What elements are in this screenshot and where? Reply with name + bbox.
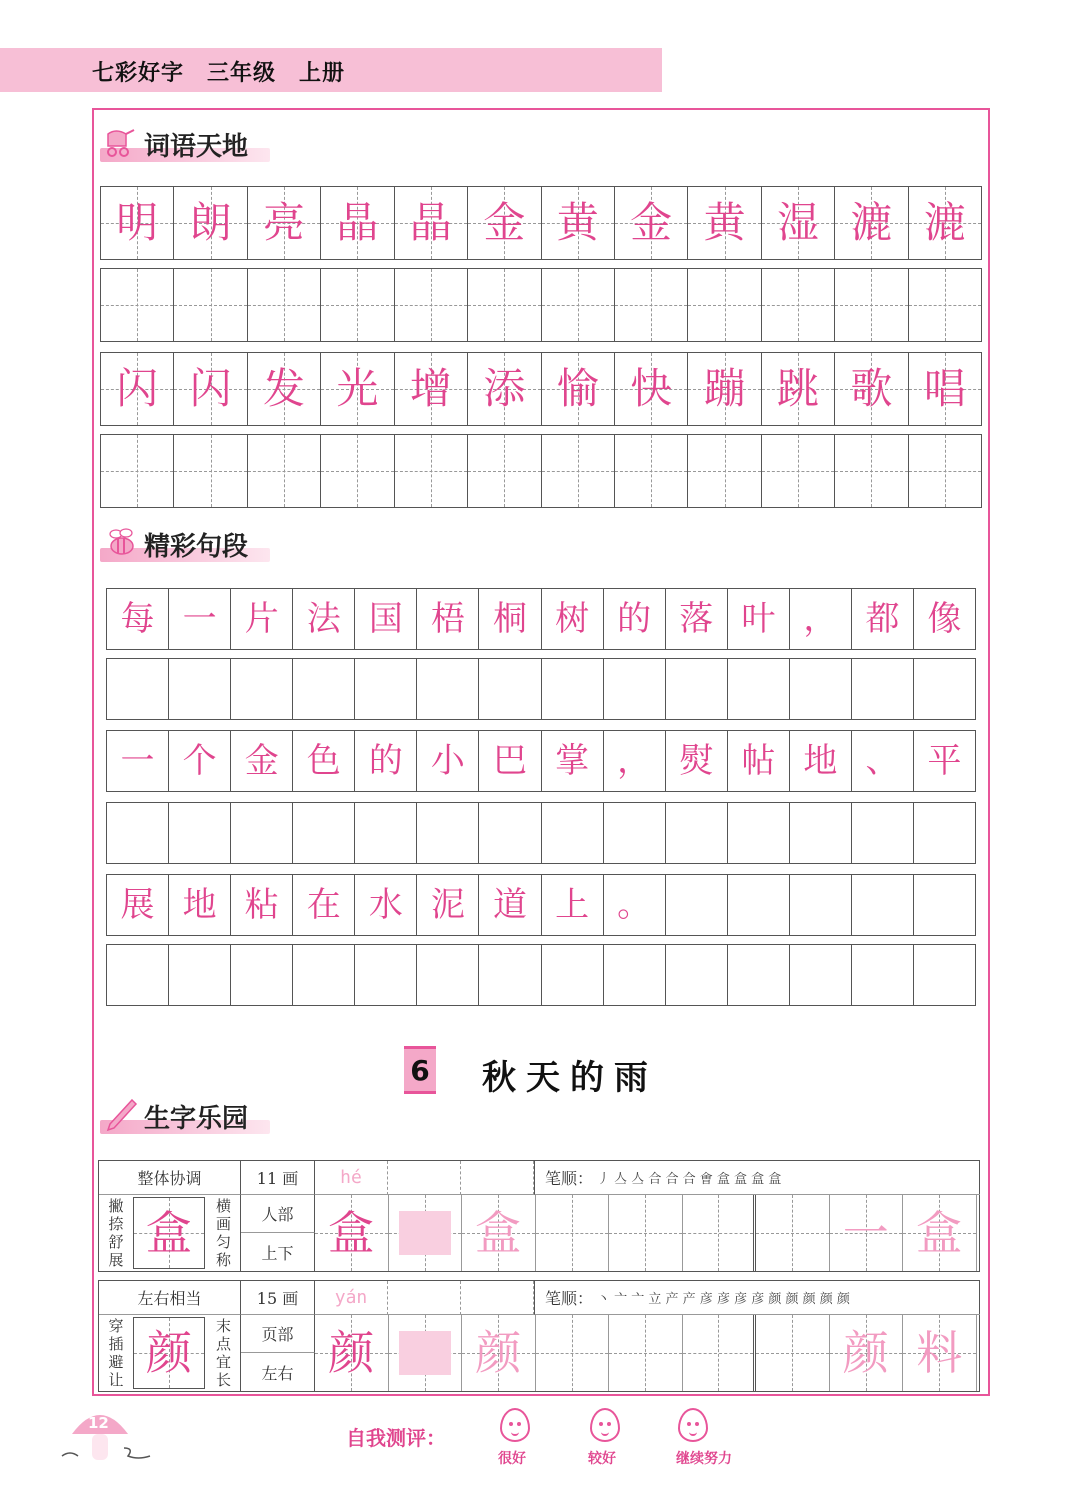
practice-cell[interactable] (417, 803, 479, 863)
tracing-shape (399, 1331, 451, 1375)
practice-cell[interactable] (790, 803, 852, 863)
practice-cell[interactable] (101, 269, 174, 341)
structure: 左右 (241, 1353, 315, 1391)
pinyin-cell[interactable] (461, 1281, 534, 1315)
practice-cell[interactable] (101, 435, 174, 507)
main-char-box (133, 1197, 205, 1269)
rating-label: 较好 (588, 1451, 616, 1467)
practice-cell[interactable] (355, 803, 417, 863)
sentence-row (106, 874, 976, 936)
stroke-order-sequence: 丿 亼 亼 合 合 合 㑹 盒 盒 盒 盒 (597, 1172, 782, 1187)
sentence-cell (417, 589, 479, 649)
practice-cell[interactable] (417, 945, 479, 1005)
section-sentence-header (100, 524, 360, 564)
sentence-cell (355, 589, 417, 649)
character: 水 (368, 885, 403, 925)
pinyin-cell[interactable] (315, 1161, 388, 1195)
character: 国 (368, 599, 403, 639)
practice-cell[interactable] (542, 435, 615, 507)
sentence-cell (355, 731, 417, 791)
word-cell (615, 353, 688, 425)
practice-character: 颜 (475, 1326, 522, 1380)
sentence-cell (107, 875, 169, 935)
practice-cell[interactable] (542, 269, 615, 341)
character: 粘 (244, 885, 279, 925)
practice-cell[interactable] (728, 803, 790, 863)
lesson-number: 6 (404, 1046, 436, 1094)
practice-cell[interactable] (389, 1315, 463, 1391)
character: 在 (306, 885, 341, 925)
pinyin: yán (334, 1287, 368, 1308)
practice-cell[interactable] (479, 659, 541, 719)
character: 一 (120, 741, 155, 781)
pinyin-cell[interactable] (461, 1161, 534, 1195)
practice-cell[interactable] (462, 1315, 536, 1391)
sentence-cell (293, 731, 355, 791)
practice-cell[interactable] (762, 269, 835, 341)
section-newchars-header (100, 1096, 360, 1136)
sentence-cell (169, 731, 231, 791)
character: 朗 (189, 198, 232, 247)
character: 金 (244, 741, 279, 781)
word-cell (101, 353, 174, 425)
sentence-cell (355, 875, 417, 935)
character: 漉 (850, 198, 893, 247)
practice-cell[interactable] (835, 269, 908, 341)
sentence-row (106, 730, 976, 792)
character: 落 (679, 599, 714, 639)
character: 地 (182, 885, 217, 925)
section-title: 精彩句段 (144, 532, 249, 562)
word-cell (395, 187, 468, 259)
practice-cell[interactable] (536, 1195, 610, 1271)
practice-cell[interactable] (604, 803, 666, 863)
sentence-cell (542, 875, 604, 935)
practice-cell[interactable] (174, 269, 247, 341)
word-cell (615, 187, 688, 259)
practice-character: 一 (842, 1206, 889, 1260)
character: 平 (927, 741, 962, 781)
bee-icon (104, 526, 138, 560)
practice-character: 颜 (328, 1326, 375, 1380)
sentence-cell (169, 589, 231, 649)
mushroom-icon (60, 1400, 160, 1470)
character: 片 (244, 599, 279, 639)
practice-cell[interactable] (479, 803, 541, 863)
sentence-row (106, 588, 976, 650)
sentence-cell (852, 589, 914, 649)
practice-character: 盒 (475, 1206, 522, 1260)
character: 、 (865, 741, 900, 781)
self-eval-label: 自我测评： (346, 1426, 446, 1450)
practice-cell[interactable] (914, 945, 975, 1005)
character: 每 (120, 599, 155, 639)
character-study-table (98, 1280, 980, 1392)
practice-cell[interactable] (909, 269, 981, 341)
right-tip (207, 1315, 241, 1391)
character: 桐 (493, 599, 527, 639)
word-cell (395, 353, 468, 425)
left-tip (99, 1315, 133, 1391)
sentence-practice-row (106, 944, 976, 1006)
sentence-cell (604, 731, 666, 791)
word-practice-row (100, 434, 982, 508)
practice-cell[interactable] (830, 1315, 904, 1391)
character: 蹦 (703, 364, 746, 413)
word-cell (762, 353, 835, 425)
practice-cell[interactable] (666, 803, 728, 863)
left-tip-text: 撇捺舒展 (108, 1197, 124, 1269)
right-tip-text: 横画匀称 (215, 1197, 231, 1269)
character: 道 (493, 885, 527, 925)
character: 黄 (703, 198, 746, 247)
practice-cell[interactable] (174, 435, 247, 507)
character: 明 (116, 198, 159, 247)
practice-cell[interactable] (542, 803, 604, 863)
practice-cell[interactable] (666, 659, 728, 719)
section-words-header (100, 124, 360, 164)
practice-character: 颜 (842, 1326, 889, 1380)
practice-cell[interactable] (107, 803, 169, 863)
practice-cell[interactable] (395, 435, 468, 507)
character: 色 (306, 741, 341, 781)
word-cell (909, 187, 981, 259)
practice-cell[interactable] (790, 945, 852, 1005)
sentence-cell (790, 731, 852, 791)
stroke-count: 15 画 (241, 1281, 315, 1315)
sentence-cell (231, 589, 293, 649)
character: 的 (368, 741, 403, 781)
word-cell (688, 353, 761, 425)
word-cell (101, 187, 174, 259)
character: 亮 (263, 198, 306, 247)
practice-cell[interactable] (852, 803, 914, 863)
character: 晶 (409, 198, 452, 247)
word-cell (468, 353, 541, 425)
word-cell (909, 353, 981, 425)
character: 光 (336, 364, 379, 413)
feature-label: 左右相当 (99, 1281, 241, 1315)
main-char-box (133, 1317, 205, 1389)
character: 唱 (923, 364, 966, 413)
main-character: 颜 (146, 1326, 192, 1380)
practice-cell[interactable] (666, 945, 728, 1005)
sentence-cell (542, 589, 604, 649)
stroke-order (534, 1281, 980, 1315)
practice-cell[interactable] (231, 945, 293, 1005)
pinyin: hé (340, 1167, 362, 1188)
practice-cell[interactable] (604, 659, 666, 719)
stroke-order-label: 笔顺： (545, 1169, 594, 1188)
character: 增 (409, 364, 452, 413)
character: 跳 (777, 364, 820, 413)
sentence-cell (666, 875, 728, 935)
word-cell (835, 187, 908, 259)
practice-cell[interactable] (683, 1315, 757, 1391)
practice-cell[interactable] (293, 659, 355, 719)
practice-cell[interactable] (389, 1195, 463, 1271)
sentence-cell (852, 731, 914, 791)
practice-character: 盒 (328, 1206, 375, 1260)
character: 。 (617, 885, 652, 925)
character: 黄 (556, 198, 599, 247)
practice-cell[interactable] (852, 659, 914, 719)
character: 梧 (430, 599, 465, 639)
sentence-cell (417, 731, 479, 791)
word-cell (174, 353, 247, 425)
word-cell (542, 187, 615, 259)
practice-cell[interactable] (293, 945, 355, 1005)
word-cell (321, 353, 394, 425)
character: 歌 (850, 364, 893, 413)
practice-cell[interactable] (903, 1315, 977, 1391)
practice-cell[interactable] (830, 1195, 904, 1271)
word-row (100, 186, 982, 260)
practice-cell[interactable] (536, 1315, 610, 1391)
sentence-cell (479, 731, 541, 791)
pinyin-cell[interactable] (388, 1161, 461, 1195)
character: 巴 (493, 741, 527, 781)
practice-cell[interactable] (688, 269, 761, 341)
practice-cell[interactable] (315, 1195, 389, 1271)
character: 掌 (555, 741, 590, 781)
rating-label: 很好 (498, 1451, 526, 1467)
practice-cell[interactable] (903, 1195, 977, 1271)
practice-cell[interactable] (615, 269, 688, 341)
sentence-cell (293, 875, 355, 935)
character: ， (803, 599, 838, 639)
practice-cell[interactable] (231, 659, 293, 719)
stroke-order (534, 1161, 980, 1195)
word-cell (468, 187, 541, 259)
practice-cell[interactable] (914, 659, 975, 719)
sentence-cell (231, 875, 293, 935)
character: 金 (483, 198, 526, 247)
sentence-cell (666, 731, 728, 791)
character: 一 (182, 599, 217, 639)
word-cell (542, 353, 615, 425)
practice-character: 料 (916, 1326, 963, 1380)
character: 湿 (777, 198, 820, 247)
character: 漉 (923, 198, 966, 247)
practice-cell[interactable] (248, 435, 321, 507)
practice-cell[interactable] (479, 945, 541, 1005)
sentence-cell (914, 875, 975, 935)
character: 金 (630, 198, 673, 247)
character: 都 (865, 599, 900, 639)
character: 树 (555, 599, 590, 639)
stroke-order-sequence: 丶 亠 亠 立 产 产 彦 彦 彦 彦 颜 颜 颜 颜 颜 (597, 1292, 850, 1307)
character: 小 (430, 741, 465, 781)
lesson-title: 秋天的雨 (482, 1058, 658, 1098)
sentence-cell (852, 875, 914, 935)
practice-cell[interactable] (756, 1195, 830, 1271)
rating-face-icon[interactable] (590, 1408, 620, 1442)
practice-cell[interactable] (462, 1195, 536, 1271)
character: 帖 (741, 741, 776, 781)
practice-character: 盒 (916, 1206, 963, 1260)
character: 地 (803, 741, 838, 781)
sentence-cell (479, 589, 541, 649)
practice-cell[interactable] (909, 435, 981, 507)
practice-cell[interactable] (468, 269, 541, 341)
sentence-cell (914, 589, 975, 649)
practice-cell[interactable] (315, 1315, 389, 1391)
practice-cell[interactable] (293, 803, 355, 863)
feature-label: 整体协调 (99, 1161, 241, 1195)
character: 的 (617, 599, 652, 639)
practice-cell[interactable] (355, 659, 417, 719)
word-cell (835, 353, 908, 425)
practice-cell[interactable] (762, 435, 835, 507)
sentence-cell (728, 875, 790, 935)
character: 闪 (116, 364, 159, 413)
radical: 页部 (241, 1315, 315, 1353)
character: 添 (483, 364, 526, 413)
sentence-cell (790, 589, 852, 649)
word-cell (248, 187, 321, 259)
character: 晶 (336, 198, 379, 247)
book-title: 七彩好字 三年级 上册 (92, 61, 346, 86)
word-cell (248, 353, 321, 425)
main-character: 盒 (146, 1206, 192, 1260)
practice-cell[interactable] (321, 435, 394, 507)
right-tip (207, 1195, 241, 1271)
sentence-cell (479, 875, 541, 935)
practice-cell[interactable] (604, 945, 666, 1005)
practice-cell[interactable] (542, 659, 604, 719)
section-title: 词语天地 (144, 132, 249, 162)
rating-face-icon[interactable] (500, 1408, 530, 1442)
pen-icon (104, 1098, 138, 1132)
practice-cell[interactable] (728, 945, 790, 1005)
sentence-cell (417, 875, 479, 935)
tracing-shape (399, 1211, 451, 1255)
practice-cell[interactable] (542, 945, 604, 1005)
right-tip-text: 末点宜长 (215, 1317, 231, 1389)
sentence-cell (231, 731, 293, 791)
sentence-cell (107, 589, 169, 649)
pinyin-cell[interactable] (315, 1281, 388, 1315)
stroller-icon (104, 126, 138, 160)
word-cell (321, 187, 394, 259)
sentence-cell (293, 589, 355, 649)
sentence-cell (604, 589, 666, 649)
character: 熨 (679, 741, 714, 781)
character: 像 (927, 599, 962, 639)
rating-label: 继续努力 (676, 1451, 732, 1467)
character: 愉 (556, 364, 599, 413)
word-cell (688, 187, 761, 259)
sentence-cell (169, 875, 231, 935)
sentence-practice-row (106, 658, 976, 720)
word-practice-row (100, 268, 982, 342)
sentence-cell (542, 731, 604, 791)
sentence-practice-row (106, 802, 976, 864)
character: 发 (263, 364, 306, 413)
practice-cell[interactable] (790, 659, 852, 719)
practice-cell[interactable] (609, 1195, 683, 1271)
character: 个 (182, 741, 217, 781)
practice-cell[interactable] (683, 1195, 757, 1271)
character: 叶 (741, 599, 776, 639)
practice-cell[interactable] (248, 269, 321, 341)
structure: 上下 (241, 1233, 315, 1271)
sentence-cell (604, 875, 666, 935)
practice-cell[interactable] (852, 945, 914, 1005)
character: 展 (120, 885, 155, 925)
stroke-count: 11 画 (241, 1161, 315, 1195)
practice-cell[interactable] (417, 659, 479, 719)
left-tip-text: 穿插避让 (108, 1317, 124, 1389)
sentence-cell (914, 731, 975, 791)
page-number: 12 (88, 1414, 109, 1432)
word-cell (174, 187, 247, 259)
practice-cell[interactable] (231, 803, 293, 863)
stroke-order-label: 笔顺： (545, 1289, 594, 1308)
sentence-cell (790, 875, 852, 935)
practice-cell[interactable] (169, 803, 231, 863)
practice-cell[interactable] (914, 803, 975, 863)
practice-cell[interactable] (468, 435, 541, 507)
practice-cell[interactable] (169, 659, 231, 719)
rating-face-icon[interactable] (678, 1408, 708, 1442)
sentence-cell (728, 589, 790, 649)
left-tip (99, 1195, 133, 1271)
practice-cell[interactable] (756, 1315, 830, 1391)
sentence-cell (107, 731, 169, 791)
practice-cell[interactable] (609, 1315, 683, 1391)
practice-cell[interactable] (169, 945, 231, 1005)
practice-cell[interactable] (107, 659, 169, 719)
sentence-cell (666, 589, 728, 649)
practice-cell[interactable] (688, 435, 761, 507)
character: 法 (306, 599, 341, 639)
practice-cell[interactable] (395, 269, 468, 341)
practice-cell[interactable] (835, 435, 908, 507)
character: 闪 (189, 364, 232, 413)
character-study-table (98, 1160, 980, 1272)
section-title: 生字乐园 (144, 1104, 249, 1134)
practice-cell[interactable] (728, 659, 790, 719)
practice-cell[interactable] (615, 435, 688, 507)
practice-cell[interactable] (321, 269, 394, 341)
word-cell (762, 187, 835, 259)
radical: 人部 (241, 1195, 315, 1233)
practice-cell[interactable] (107, 945, 169, 1005)
character: 泥 (430, 885, 465, 925)
character: 快 (630, 364, 673, 413)
character: ， (617, 741, 652, 781)
word-row (100, 352, 982, 426)
sentence-cell (728, 731, 790, 791)
pinyin-cell[interactable] (388, 1281, 461, 1315)
character: 上 (555, 885, 590, 925)
practice-cell[interactable] (355, 945, 417, 1005)
